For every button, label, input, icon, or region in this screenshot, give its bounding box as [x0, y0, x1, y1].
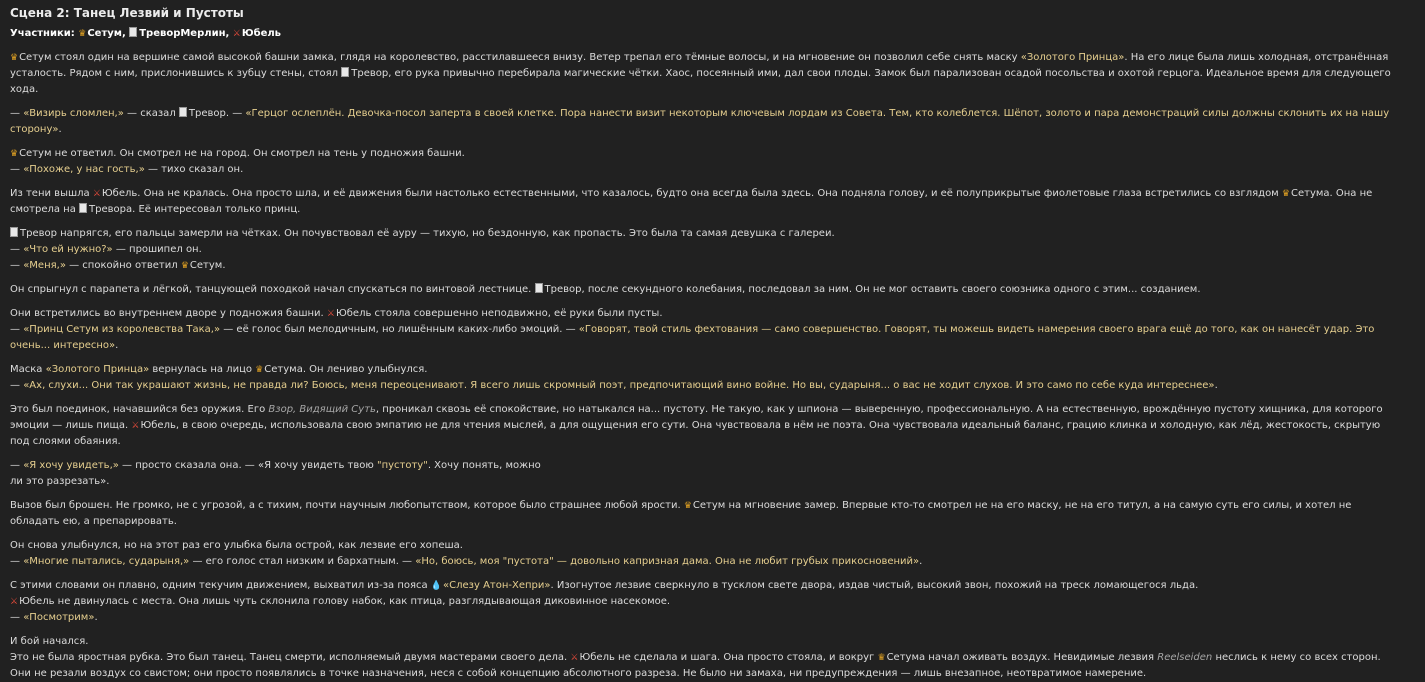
- text-span: Это был поединок, начавшийся без оружия. Его: [10, 404, 269, 415]
- card-icon: [179, 107, 187, 117]
- text-span: Сетум не ответил. Он смотрел не на город. Он смотрел на тень у подножия башни.: [19, 148, 465, 159]
- text-span: . Хочу понять, можно: [427, 460, 541, 471]
- crossed-swords-icon: ⚔: [131, 421, 140, 431]
- text-span: .: [58, 124, 62, 135]
- text-span: — прошипел он.: [112, 244, 202, 255]
- paragraph-7: [10, 306, 1395, 354]
- card-icon: [535, 283, 543, 293]
- text-span: Он снова улыбнулся, но на этот раз его улыбка была острой, как лезвие его хопеша.: [10, 540, 463, 551]
- crown-icon: ♛: [10, 53, 19, 63]
- text-span: Сетум на мгновение замер. Впервые кто-то смотрел не на его маску, не на его титул, а на самую суть его силы, и хотел не обладать ею, а препарировать.: [10, 500, 1352, 527]
- text-span: «Визирь сломлен,»: [23, 108, 124, 119]
- text-span: — тихо сказал он.: [144, 164, 244, 175]
- text-span: Сетум стоял один на вершине самой высокой башни замка, глядя на королевство, расстилавшееся внизу. Ветер трепал его тёмные волосы, и на мгновение он позволил себе снять маску: [19, 52, 1021, 63]
- text-span: , проникал сквозь её спокойствие, но натыкался на... пустоту. Не такую, как у шпиона — выверенную, профессиональную. А на естественную, врождённую пустоту хищника, для которого эмоции — лишь пища.: [10, 404, 1383, 431]
- participant-jubel: Юбель: [241, 28, 282, 39]
- paragraph-10: [10, 458, 1395, 490]
- paragraph-2: [10, 106, 1395, 138]
- text-span: «Многие пытались, сударыня,»: [23, 556, 190, 567]
- paragraph-12: [10, 538, 1395, 570]
- crown-icon: ♛: [877, 653, 886, 663]
- crossed-swords-icon: ⚔: [92, 189, 101, 199]
- text-span: .: [1214, 380, 1218, 391]
- text-span: Маска: [10, 364, 46, 375]
- scene-title: Сцена 2: Танец Лезвий и Пустоты: [10, 6, 244, 20]
- text-span: «Ах, слухи... Они так украшают жизнь, не правда ли? Боюсь, меня переоценивают. Я всего лишь скромный поэт, предпочитающий вино войне. Но вы, сударыня... о вас не ходит слухов. И это само по себе куда интереснее»: [23, 380, 1215, 391]
- text-span: И бой начался.: [10, 636, 89, 647]
- paragraph-4: [10, 186, 1395, 218]
- text-span: Сетум.: [189, 260, 226, 271]
- crown-icon: ♛: [683, 501, 692, 511]
- paragraph-8: [10, 362, 1395, 394]
- text-span: «Похоже, у нас гость,»: [23, 164, 145, 175]
- text-span: "пустоту": [376, 460, 428, 471]
- text-span: Сетума. Он лениво улыбнулся.: [264, 364, 428, 375]
- text-span: Тревор, его рука привычно перебирала магические чётки. Хаос, посеянный ими, дал свои плоды. Замок был парализован осадой посольства и охотой герцога. Идеальное время для следующего хода.: [10, 68, 1391, 95]
- text-span: С этими словами он плавно, одним текучим движением, выхватил из-за пояса: [10, 580, 431, 591]
- text-span: .: [94, 612, 98, 623]
- text-span: Взор, Видящий Суть: [268, 404, 376, 415]
- text-span: вернулась на лицо: [149, 364, 256, 375]
- card-icon: [79, 203, 87, 213]
- text-span: неслись к нему со всех сторон. Они не резали воздух со свистом; они просто появлялись в точке назначения, неся с собой концепцию абсолютного разреза. Не было ни замаха, ни предупреждения — лишь внезапное, неотвратимое намерение.: [10, 652, 1381, 679]
- text-span: — спокойно ответил: [65, 260, 181, 271]
- text-span: . Изогнутое лезвие сверкнуло в тусклом свете двора, издав чистый, высокий звон, похожий на треск ломающегося льда.: [550, 580, 1199, 591]
- text-span: «Меня,»: [23, 260, 66, 271]
- card-icon: [341, 67, 349, 77]
- text-span: Он спрыгнул с парапета и лёгкой, танцующей походкой начал спускаться по винтовой лестнице.: [10, 284, 535, 295]
- text-span: ли это разрезать».: [10, 476, 110, 487]
- crossed-swords-icon: ⚔: [232, 29, 241, 39]
- crossed-swords-icon: ⚔: [326, 309, 335, 319]
- paragraph-11: [10, 498, 1395, 530]
- paragraph-3: [10, 146, 1395, 178]
- text-span: Тревор. —: [188, 108, 246, 119]
- card-icon: [129, 27, 137, 37]
- text-span: Тревора. Её интересовал только принц.: [89, 204, 301, 215]
- crown-icon: ♛: [78, 29, 87, 39]
- text-span: . На его лице была лишь холодная, отстранённая усталость. Рядом с ним, прислонившись к зубцу стены, стоял: [10, 52, 1389, 79]
- text-span: «Что ей нужно?»: [23, 244, 113, 255]
- text-span: Это не была яростная рубка. Это был танец. Танец смерти, исполняемый двумя мастерами своего дела.: [10, 652, 571, 663]
- text-span: «Герцог ослеплён. Девочка-посол заперта в своей клетке. Пора нанести визит некоторым ключевым лордам из Совета. Тем, кто колеблется. Шёпот, золото и пара демонстраций силы должны склонить их на нашу сторону»: [10, 108, 1390, 135]
- text-span: «Но, боюсь, моя "пустота" — довольно капризная дама. Она не любит грубых прикосновений»: [415, 556, 920, 567]
- text-span: — просто сказала она. — «Я хочу увидеть твою: [118, 460, 377, 471]
- text-span: — его голос стал низким и бархатным. —: [189, 556, 416, 567]
- text-span: Сетума начал оживать воздух. Невидимые лезвия: [886, 652, 1158, 663]
- text-span: —: [10, 164, 24, 175]
- text-span: Тревор напрягся, его пальцы замерли на чётках. Он почувствовал её ауру — тихую, но бездонную, как пропасть. Это была та самая девушка с галереи.: [20, 228, 835, 239]
- text-span: —: [10, 260, 24, 271]
- text-span: «Говорят, твой стиль фехтования — само совершенство. Говорят, ты можешь видеть намерения своего врага ещё до того, как он нанесёт удар. Это очень... интересно»: [10, 324, 1375, 351]
- paragraph-14: [10, 634, 1395, 682]
- text-span: Сетума. Она не смотрела на: [10, 188, 1373, 215]
- crown-icon: ♛: [255, 365, 264, 375]
- text-span: Тревор, после секундного колебания, последовал за ним. Он не мог оставить своего союзника одного с этим... созданием.: [544, 284, 1201, 295]
- text-span: Юбель, в свою очередь, использовала свою эмпатию не для чтения мыслей, а для ощущения его сути. Она чувствовала в нём не поэта. Она чувствовала идеальный баланс, грацию клинка и холодную, как лёд, жестокость, скрытую под слоями обаяния.: [10, 420, 1381, 447]
- text-span: —: [10, 244, 24, 255]
- text-span: Юбель не двинулась с места. Она лишь чуть склонила голову набок, как птица, разглядывающая диковинное насекомое.: [19, 596, 671, 607]
- text-span: .: [115, 340, 119, 351]
- text-span: Юбель. Она не кралась. Она просто шла, и её движения были настолько естественными, что казалось, будто она всегда была здесь. Она подняла голову, и её полуприкрытые фиолетовые глаза встретились со взглядом: [101, 188, 1282, 199]
- participants-label: Участники:: [10, 28, 75, 39]
- text-span: «Золотого Принца»: [45, 364, 150, 375]
- text-span: «Принц Сетум из королевства Така,»: [23, 324, 221, 335]
- crossed-swords-icon: ⚔: [570, 653, 579, 663]
- crown-icon: ♛: [10, 149, 19, 159]
- crossed-swords-icon: ⚔: [10, 597, 19, 607]
- text-span: Вызов был брошен. Не громко, не с угрозой, а с тихим, почти научным любопытством, которое было страшнее любой ярости.: [10, 500, 684, 511]
- paragraph-1: [10, 50, 1395, 98]
- text-span: —: [10, 612, 24, 623]
- participant-trevor: ТреворМерлин,: [139, 28, 230, 39]
- text-span: Reelseiden: [1157, 652, 1213, 663]
- paragraph-13: [10, 578, 1395, 626]
- crown-icon: ♛: [1281, 189, 1290, 199]
- paragraph-5: [10, 226, 1395, 274]
- text-span: Из тени вышла: [10, 188, 93, 199]
- text-span: —: [10, 324, 24, 335]
- text-span: —: [10, 460, 24, 471]
- text-span: —: [10, 556, 24, 567]
- participant-setum: Сетум,: [87, 28, 126, 39]
- paragraph-9: [10, 402, 1395, 450]
- droplet-icon: 💧: [430, 581, 443, 591]
- text-span: — её голос был мелодичным, но лишённым каких-либо эмоций. —: [220, 324, 579, 335]
- text-span: «Золотого Принца»: [1020, 52, 1125, 63]
- crown-icon: ♛: [180, 261, 189, 271]
- participants-line: [10, 26, 1395, 42]
- text-span: — сказал: [123, 108, 179, 119]
- text-span: —: [10, 380, 24, 391]
- text-span: Они встретились во внутреннем дворе у подножия башни.: [10, 308, 327, 319]
- text-span: «Слезу Атон-Хепри»: [443, 580, 551, 591]
- text-span: «Посмотрим»: [23, 612, 95, 623]
- text-span: «Я хочу увидеть,»: [23, 460, 119, 471]
- text-span: Юбель стояла совершенно неподвижно, её руки были пусты.: [335, 308, 663, 319]
- text-span: Юбель не сделала и шага. Она просто стояла, и вокруг: [579, 652, 878, 663]
- card-icon: [10, 227, 18, 237]
- text-span: .: [919, 556, 923, 567]
- paragraph-6: [10, 282, 1395, 298]
- text-span: —: [10, 108, 24, 119]
